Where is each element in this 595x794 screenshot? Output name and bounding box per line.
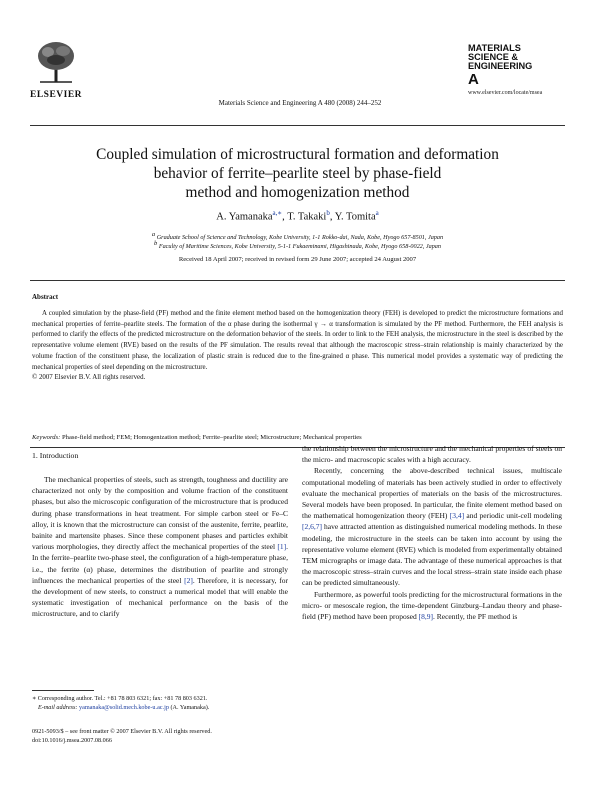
- author-name[interactable]: T. Takaki: [287, 211, 327, 223]
- keywords-label: Keywords:: [32, 434, 61, 441]
- paragraph-text: Furthermore, as powerful tools predicting for the microstructural formations in the micro- or mesoscale region, the time-dependent Ginzburg–Landau theory and phase-field (PF) method have been proposed: [302, 589, 562, 622]
- affiliation-sup: b: [154, 240, 158, 247]
- abstract-copyright: © 2007 Elsevier B.V. All rights reserved.: [32, 374, 146, 382]
- paragraph-text: . Recently, the PF method is: [433, 612, 518, 622]
- title-line-3: method and homogenization method: [185, 184, 410, 201]
- footnote-line: [32, 694, 288, 703]
- publisher-name: ELSEVIER: [30, 90, 83, 100]
- article-title: [40, 145, 555, 202]
- paragraph-text: and periodic unit-cell modeling: [464, 511, 562, 521]
- abstract-top-rule: [30, 280, 565, 281]
- title-line-2: behavior of ferrite–pearlite steel by phase-field: [153, 165, 442, 182]
- journal-logo-line3: ENGINEERING: [468, 61, 533, 71]
- journal-logo-line2: SCIENCE &: [468, 52, 519, 62]
- article-dates: Received 18 April 2007; received in revised form 29 June 2007; accepted 24 August 2007: [178, 256, 417, 263]
- affiliation: [40, 240, 555, 250]
- citation-link[interactable]: [8,9]: [418, 612, 434, 622]
- elsevier-logo: [30, 40, 82, 100]
- paragraph-text: . In the ferrite–pearlite two-phase steel, the configuration of a high-temperature phase, i.e., the ferrite (α) phase, determines the distribution of pearlite and strongly influences the mechanical properties of the steel: [32, 542, 288, 585]
- paragraph: [32, 474, 288, 620]
- section-heading: 1. Introduction: [32, 451, 79, 460]
- email-label: E-mail address:: [38, 704, 78, 711]
- left-column: [32, 474, 288, 620]
- email-after: (A. Yamanaka).: [170, 704, 210, 711]
- header-rule: [30, 125, 565, 126]
- email-link[interactable]: yamanaka@solid.mech.kobe-u.ac.jp: [79, 704, 169, 711]
- paragraph-text: The mechanical properties of steels, such as strength, toughness and ductility are characterized not only by the composition and volume fraction of the constituent phases, but also the microscopic configuration of the microstructure that is produced during phase transformations in heat treatment. For simple carbon steel or Fe–C alloy, it is known that the microstructure can consist of the austenite, ferrite, pearlite, bainite and martensite phases. Since these component phases and particles exhibit various morphologies, they directly affect the mechanical properties of the steel: [32, 475, 288, 552]
- journal-citation: Materials Science and Engineering A 480 (2008) 244–252: [218, 99, 382, 107]
- author-name[interactable]: Y. Tomita: [334, 211, 376, 223]
- keywords: [32, 434, 563, 441]
- paragraph: [302, 443, 562, 465]
- footnote: [32, 694, 288, 712]
- affiliation-text: Graduate School of Science and Technology, Kobe University, 1-1 Rokko-dai, Nada, Kobe, Hyogo 657-8501, Japan: [156, 234, 444, 242]
- abstract-body: [32, 309, 563, 384]
- paragraph-text: have attracted attention as distinguished numerical modeling methods. In these modeling, the microstructure in the steels can be taken into account by using the representative volume element (RVE) which is modeled from experimentally obtained TEM micrographs or image data. The advantage of these numerical approaches is that the macroscopic stress–strain curves and the local stress–strain state inside each phase can be predicted simultaneously.: [302, 522, 562, 588]
- paragraph-text: . Therefore, it is necessary, for the development of new steels, to construct a numerical model that will enable the systematic investigation of mechanical performance on the basis of the microstructure, and to clarify: [32, 575, 288, 619]
- author-sup[interactable]: a: [375, 209, 379, 217]
- journal-url-link[interactable]: www.elsevier.com/locate/msea: [468, 90, 543, 96]
- author-sup[interactable]: a,∗: [272, 209, 283, 217]
- author-list: A. Yamanaka$^{a,∗}$, T. Takaki$^b$, Y. Tomita$^a$: [216, 209, 379, 223]
- footnote-mark: ∗: [32, 695, 37, 702]
- affiliation-text: Faculty of Maritime Sciences, Kobe University, 5-1-1 Fukaeminami, Higashinada, Kobe, Hyogo 658-0022, Japan: [158, 243, 441, 251]
- abstract-heading: Abstract: [32, 293, 59, 301]
- author-name[interactable]: A. Yamanaka: [216, 211, 273, 223]
- affiliation-sup: a: [151, 231, 156, 238]
- abstract-text: A coupled simulation by the phase-field (PF) method and the finite element method based on the homogenization theory (FEH) is developed to predict the microstructure formations and mechanical properties of ferrite–pearlite steels. The formation of the α phase during the isothermal γ → α transformation is simulated by the PF method. Furthermore, the FEH analysis is performed to clarify the effects of the predicted microstructure on the deformation behavior of the steels. In order to link to the FEH analysis, the microstructure in the steel is described by the representative volume element (RVE) based on the results of the PF simulation. The results reveal that although the macroscopic stress–strain relationship is mainly characterized by the volume fraction of the constituent phase, the localization of plastic strain is reduced due to the fine-grained α phase. This numerical model provides a systematic way of predicting the mechanical properties of steel depending on the microstructure.: [32, 310, 563, 371]
- paragraph: [302, 465, 562, 588]
- doi-link[interactable]: doi:10.1016/j.msea.2007.08.066: [32, 737, 112, 744]
- elsevier-tree-icon: [34, 40, 78, 84]
- bottom-info: [32, 727, 212, 745]
- title-line-1: Coupled simulation of microstructural formation and deformation: [96, 146, 499, 163]
- citation-link[interactable]: [1]: [277, 542, 287, 552]
- journal-logo: [468, 44, 568, 96]
- front-matter-line: 0921-5093/$ – see front matter © 2007 Elsevier B.V. All rights reserved.: [32, 728, 212, 735]
- footnote-text: Corresponding author. Tel.: +81 78 803 6321; fax: +81 78 803 6321.: [37, 695, 208, 702]
- keywords-text: Phase-field method; FEM; Homogenization method; Ferrite–pearlite steel; Microstructure; Mechanical properties: [61, 434, 362, 441]
- citation-link[interactable]: [3,4]: [449, 511, 465, 521]
- citation-link[interactable]: [2]: [184, 575, 193, 585]
- footnote-email-line: [32, 703, 288, 712]
- right-column: [302, 443, 562, 622]
- author-sup[interactable]: b: [326, 209, 330, 217]
- journal-logo-line1: MATERIALS: [468, 43, 521, 53]
- paragraph-text: the relationship between the microstructure and the mechanical properties of steels on the micro- and macroscopic scales with a high accuracy.: [302, 444, 562, 465]
- paragraph: [302, 589, 562, 623]
- footnote-rule: [32, 690, 94, 691]
- journal-logo-letter: A: [468, 71, 479, 88]
- citation-link[interactable]: [2,6,7]: [302, 522, 322, 532]
- paragraph-text: Recently, concerning the above-described technical issues, multiscale computational modeling of materials has been actively studied in order to effectively evaluate the mechanical properties of materials on the basis of the microstructures. Several models have been proposed. In particular, the finite element method based on the mathematical homogenization theory (FEH): [302, 466, 562, 521]
